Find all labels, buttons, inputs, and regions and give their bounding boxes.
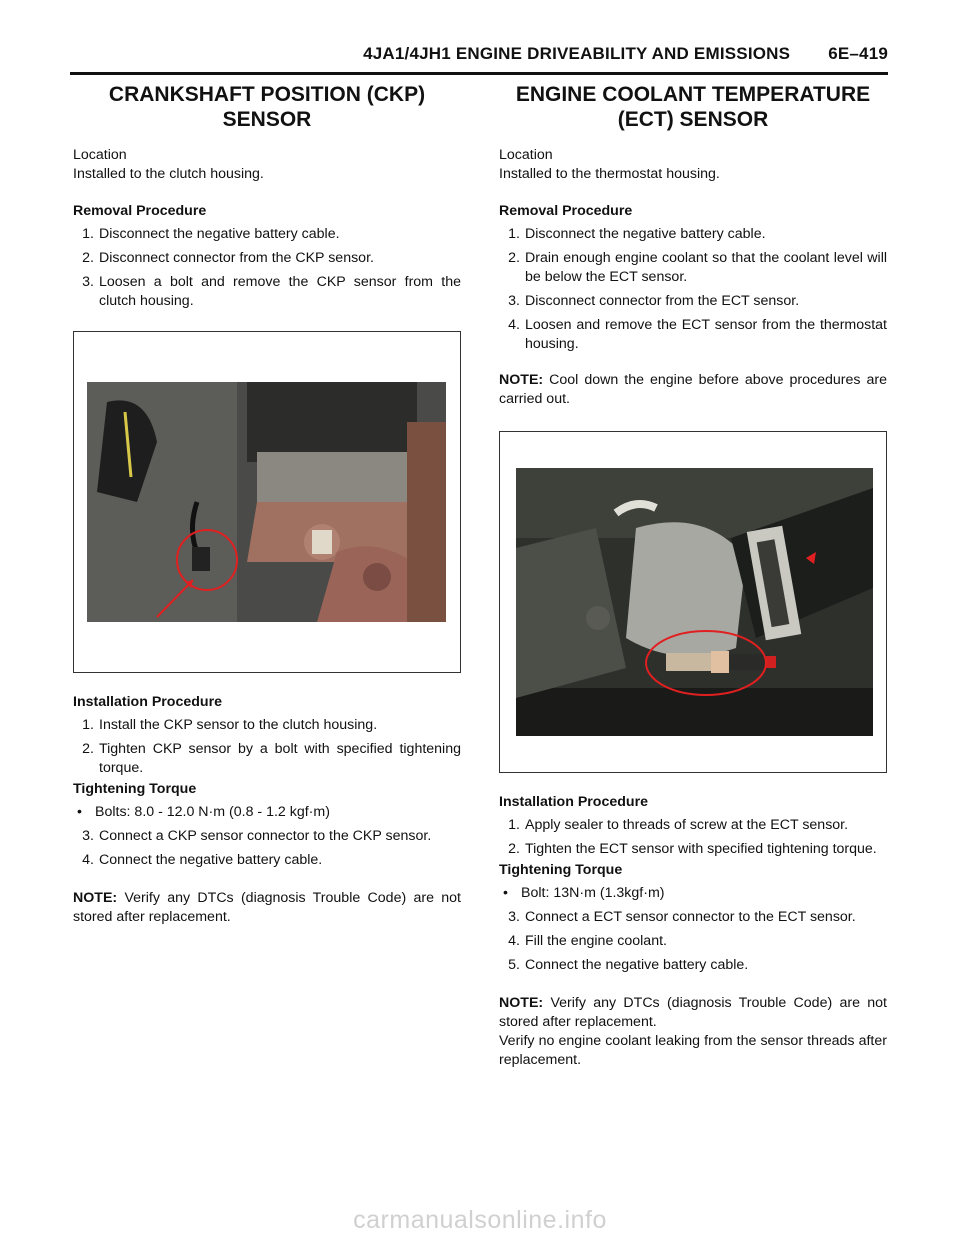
install-steps <box>499 816 887 859</box>
list-item: 2. Disconnect connector from the CKP sensor. <box>82 250 374 266</box>
tightening-torque-title: Tightening Torque <box>499 862 623 878</box>
list-item: 1. Disconnect the negative battery cable. <box>82 226 340 242</box>
ect-note-verify: NOTE: Verify any DTCs (diagnosis Trouble Code) are not stored after replacement. <box>499 995 888 1030</box>
ect-note-cool-down: NOTE: Cool down the engine before above procedures are carried out. <box>499 372 887 407</box>
removal-procedure-title: Removal Procedure <box>499 203 633 219</box>
list-item: 5. Connect the negative battery cable. <box>508 957 749 973</box>
ckp-heading: CRANKSHAFT POSITION (CKP) SENSOR <box>108 83 426 131</box>
removal-procedure-title: Removal Procedure <box>73 203 207 219</box>
ect-section <box>499 82 887 1070</box>
install-steps-continued <box>73 827 461 870</box>
list-item: 2. Tighten the ECT sensor with specified tightening torque. <box>508 841 877 857</box>
ckp-note: NOTE: Verify any DTCs (diagnosis Trouble Code) are not stored after replacement. <box>73 890 462 925</box>
removal-steps <box>73 225 461 311</box>
list-item: 4. Loosen and remove the ECT sensor from the thermostat housing. <box>508 317 887 352</box>
list-item: 2. Drain enough engine coolant so that the coolant level will be below the ECT sensor. <box>508 250 887 285</box>
page-header <box>70 44 888 64</box>
removal-steps <box>499 225 887 354</box>
list-item: 3. Loosen a bolt and remove the CKP sensor from the clutch housing. <box>82 274 461 309</box>
ect-note-leak: Verify no engine coolant leaking from the sensor threads after replacement. <box>499 1033 887 1068</box>
ckp-section <box>73 82 461 927</box>
list-item: 1. Disconnect the negative battery cable. <box>508 226 766 242</box>
list-item: 1. Apply sealer to threads of screw at the ECT sensor. <box>508 817 849 833</box>
location-label: Location <box>73 147 127 163</box>
list-item: 4. Connect the negative battery cable. <box>82 852 323 868</box>
ect-sensor-figure <box>499 431 887 773</box>
installation-procedure-title: Installation Procedure <box>73 694 223 710</box>
watermark: carmanualsonline.info <box>353 1206 607 1234</box>
install-steps-continued <box>499 908 887 975</box>
page-number: 6E–419 <box>828 44 888 63</box>
ckp-photo-illustration <box>87 382 446 622</box>
location-text: Installed to the clutch housing. <box>73 166 264 182</box>
ckp-sensor-photo <box>87 382 446 622</box>
ckp-sensor-figure <box>73 331 461 673</box>
header-rule <box>70 72 888 75</box>
location-text: Installed to the thermostat housing. <box>499 166 720 182</box>
list-item: 3. Connect a CKP sensor connector to the CKP sensor. <box>82 828 432 844</box>
list-item: 3. Connect a ECT sensor connector to the ECT sensor. <box>508 909 856 925</box>
ect-heading: ENGINE COOLANT TEMPERATURE (ECT) SENSOR <box>515 83 871 131</box>
torque-spec: • Bolt: 13N·m (1.3kgf·m) <box>503 885 665 901</box>
torque-spec: • Bolts: 8.0 - 12.0 N·m (0.8 - 1.2 kgf·m) <box>77 804 330 820</box>
ect-sensor-photo <box>516 468 873 736</box>
list-item: 2. Tighten CKP sensor by a bolt with specified tightening torque. <box>82 741 461 776</box>
location-label: Location <box>499 147 553 163</box>
install-steps <box>73 716 461 778</box>
installation-procedure-title: Installation Procedure <box>499 794 649 810</box>
list-item: 3. Disconnect connector from the ECT sensor. <box>508 293 800 309</box>
header-title: 4JA1/4JH1 ENGINE DRIVEABILITY AND EMISSIONS <box>363 44 791 63</box>
tightening-torque-title: Tightening Torque <box>73 781 197 797</box>
list-item: 1. Install the CKP sensor to the clutch housing. <box>82 717 378 733</box>
ect-photo-illustration <box>516 468 873 736</box>
list-item: 4. Fill the engine coolant. <box>508 933 667 949</box>
